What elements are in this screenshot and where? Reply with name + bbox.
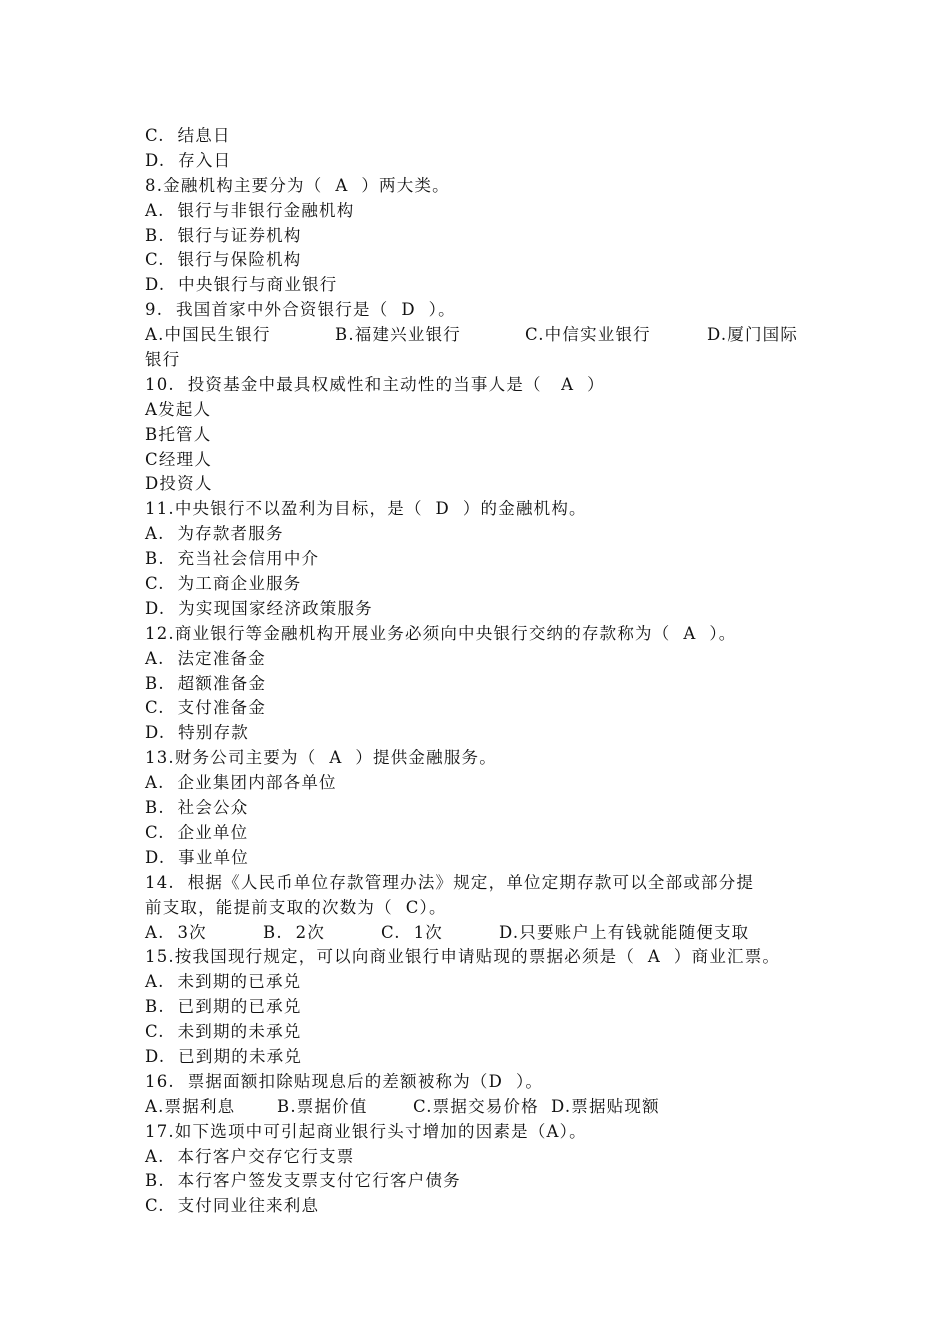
text-line: D. 存入日	[145, 150, 232, 170]
option-c: C.中信实业银行	[525, 325, 651, 345]
option-line: B. 超额准备金	[145, 673, 267, 693]
question-11: 11.中央银行不以盈利为目标，是（ D ）的金融机构。	[145, 499, 587, 519]
option-b: B.票据价值	[277, 1096, 368, 1116]
option-line: C. 为工商企业服务	[145, 574, 302, 594]
question-13: 13.财务公司主要为（ A ）提供金融服务。	[145, 748, 497, 768]
question-8: 8.金融机构主要分为（ A ）两大类。	[145, 175, 450, 195]
question-14-options	[145, 921, 825, 946]
option-b: B.福建兴业银行	[335, 325, 461, 345]
option-c: C. 1次	[381, 922, 443, 942]
option-a: A.中国民生银行	[145, 325, 271, 345]
option-line: A. 法定准备金	[145, 648, 266, 668]
question-12: 12.商业银行等金融机构开展业务必须向中央银行交纳的存款称为（ A ）。	[145, 623, 737, 643]
text-line: 银行	[145, 350, 181, 370]
option-line: B. 充当社会信用中介	[145, 549, 320, 569]
question-10: 10. 投资基金中最具权威性和主动性的当事人是（ A ）	[145, 374, 605, 394]
option-line: D. 事业单位	[145, 847, 249, 867]
option-line: D. 特别存款	[145, 723, 249, 743]
option-line: B. 社会公众	[145, 798, 249, 818]
option-line: A. 银行与非银行金融机构	[145, 200, 355, 220]
option-line: A发起人	[145, 399, 212, 419]
question-14: 14. 根据《人民币单位存款管理办法》规定，单位定期存款可以全部或部分提	[145, 872, 755, 892]
option-line: B. 银行与证券机构	[145, 225, 302, 245]
option-line: C. 支付同业往来利息	[145, 1196, 320, 1216]
option-line: D. 为实现国家经济政策服务	[145, 598, 373, 618]
option-line: B. 已到期的已承兑	[145, 997, 302, 1017]
option-line: D. 中央银行与商业银行	[145, 275, 338, 295]
option-line: C. 企业单位	[145, 822, 249, 842]
option-line: C经理人	[145, 449, 212, 469]
text-line: 前支取，能提前支取的次数为（ C）。	[145, 897, 447, 917]
question-15: 15.按我国现行规定，可以向商业银行申请贴现的票据必须是（ A ）商业汇票。	[145, 947, 781, 967]
option-d: D.厦门国际	[707, 325, 799, 345]
option-d: D.只要账户上有钱就能随便支取	[499, 922, 750, 942]
option-line: C. 未到期的未承兑	[145, 1022, 302, 1042]
document-page	[145, 124, 825, 1219]
option-d: D.票据贴现额	[551, 1096, 660, 1116]
text-line: C. 结息日	[145, 126, 231, 145]
option-a: A. 3次	[145, 922, 207, 942]
option-a: A.票据利息	[145, 1096, 236, 1116]
option-b: B. 2次	[263, 922, 326, 942]
question-16-options	[145, 1095, 825, 1120]
option-line: A. 本行客户交存它行支票	[145, 1146, 355, 1166]
question-17: 17.如下选项中可引起商业银行头寸增加的因素是（A）。	[145, 1121, 587, 1141]
option-line: B托管人	[145, 424, 212, 444]
question-9-options	[145, 323, 825, 348]
option-line: B. 本行客户签发支票支付它行客户债务	[145, 1171, 461, 1191]
option-line: C. 银行与保险机构	[145, 250, 302, 270]
option-line: D. 已到期的未承兑	[145, 1046, 303, 1066]
option-line: A. 未到期的已承兑	[145, 972, 302, 992]
option-line: C. 支付准备金	[145, 698, 267, 718]
option-line: D投资人	[145, 474, 213, 494]
question-16: 16. 票据面额扣除贴现息后的差额被称为（D ）。	[145, 1071, 544, 1091]
option-line: A. 企业集团内部各单位	[145, 773, 337, 793]
question-9: 9. 我国首家中外合资银行是（ D ）。	[145, 300, 456, 320]
option-c: C.票据交易价格	[413, 1096, 539, 1116]
option-line: A. 为存款者服务	[145, 524, 284, 544]
